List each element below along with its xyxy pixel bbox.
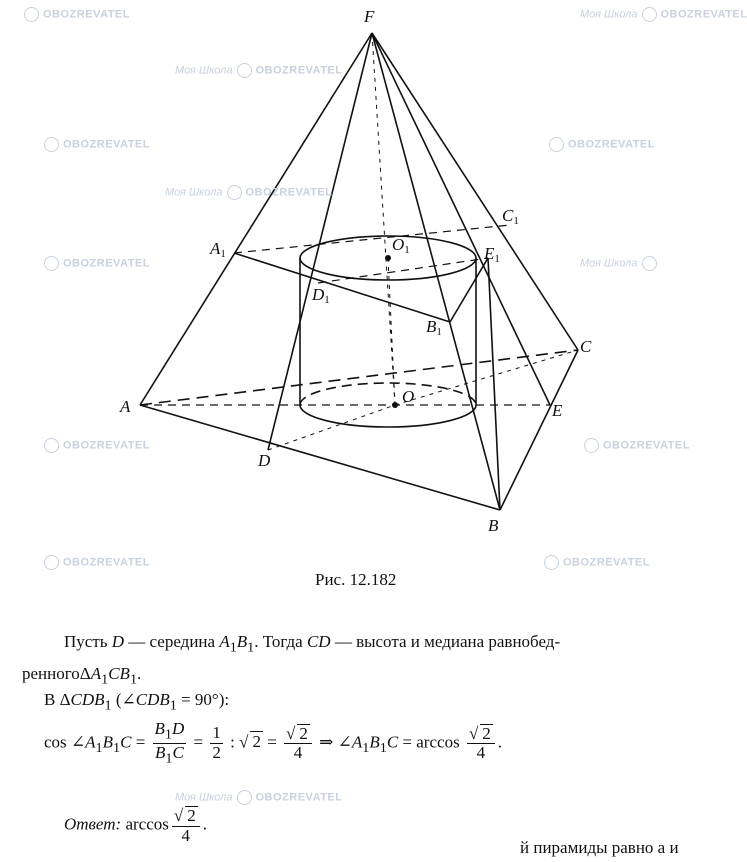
watermark-logo-icon xyxy=(44,137,59,152)
answer-line: Ответ: arccos $\frac{√ 2}{4}$ . xyxy=(64,806,207,845)
watermark: OBOZREVATEL xyxy=(40,438,150,453)
label-F: F xyxy=(364,7,375,26)
label-C: C xyxy=(580,337,592,356)
watermark-logo-icon xyxy=(642,7,657,22)
edge-FE xyxy=(372,33,550,405)
watermark: OBOZREVATEL xyxy=(40,137,150,152)
axis-FO xyxy=(372,33,395,405)
watermark-logo-icon xyxy=(549,137,564,152)
fraction-1-2: $\frac{1}{2}$ xyxy=(212,723,221,762)
edge-BC xyxy=(500,350,578,510)
cylinder-bottom-back xyxy=(300,383,476,405)
edge-FC xyxy=(372,33,578,350)
watermark: OBOZREVATEL xyxy=(540,555,650,570)
label-C1: $C_1$ xyxy=(502,206,519,227)
point-O1 xyxy=(385,255,391,261)
formula-line: $\cos \angle A_1B_1C$ = $\frac{B_1D}{B_1C}$ = $\frac{1}{2}$ : √ 2 = $\frac{√ 2}{4}$ ⇒ $\angle A_1B_1C = \arccos$ $\frac{√ 2}{4}$ . xyxy=(44,719,503,767)
label-O1: $O_1$ xyxy=(392,235,410,256)
watermark: OBOZREVATEL xyxy=(40,256,150,271)
segment-OC xyxy=(395,350,578,405)
watermark-logo-icon xyxy=(642,256,657,271)
label-E1: $E_1$ xyxy=(484,244,500,265)
answer-label: Ответ: xyxy=(64,814,122,834)
fraction-sqrt2-4-result: $\frac{√ 2}{4}$ xyxy=(467,724,495,763)
edge-A1B1 xyxy=(234,253,450,322)
label-B1: $B_1$ xyxy=(426,317,442,338)
watermark: Моя Школа OBOZREVATEL xyxy=(580,8,747,21)
watermark-logo-icon xyxy=(544,555,559,570)
fraction-sqrt2-4: $\frac{√ 2}{4}$ xyxy=(284,724,312,763)
text-line-2: $ренного\Delta A_1CB_1$. xyxy=(22,664,142,688)
footer-fragment: й пирамиды равно a и xyxy=(520,838,679,857)
label-A: A xyxy=(120,397,131,416)
watermark-logo-icon xyxy=(24,7,39,22)
label-A1: $A_1$ xyxy=(210,239,226,260)
watermark-logo-icon xyxy=(584,438,599,453)
label-O: O xyxy=(402,387,415,406)
text-line-1: Пусть D — середина $A_1B_1$. Тогда CD — высота и медиана равнобед- xyxy=(64,632,561,656)
edge-FD xyxy=(268,33,372,450)
fraction-B1D-B1C: $\frac{B_1D}{B_1C}$ xyxy=(154,719,185,767)
watermark: Моя Школа OBOZREVATEL xyxy=(165,186,333,199)
label-D: D xyxy=(258,451,271,470)
watermark-logo-icon xyxy=(44,438,59,453)
watermark: OBOZREVATEL xyxy=(20,7,130,22)
label-E: E xyxy=(552,401,563,420)
text-line-3: В $\Delta CDB_1$ $(\angle CDB_1 = 90^\circ)$: xyxy=(44,690,230,714)
figure-caption: Рис. 12.182 xyxy=(315,570,397,589)
edge-AC xyxy=(140,350,578,405)
watermark-logo-icon xyxy=(237,790,252,805)
watermark-logo-icon xyxy=(227,185,242,200)
label-D1: $D_1$ xyxy=(312,285,330,306)
watermark-logo-icon xyxy=(237,63,252,78)
watermark: OBOZREVATEL xyxy=(545,137,655,152)
cylinder-bottom-front xyxy=(300,405,476,427)
watermark: Моя Школа OBOZREVATEL xyxy=(175,64,343,77)
point-O xyxy=(392,402,398,408)
watermark: Моя Школа OBOZREVATEL xyxy=(175,791,343,804)
watermark: Моя Школа xyxy=(580,256,661,271)
label-B: B xyxy=(488,516,499,535)
watermark: OBOZREVATEL xyxy=(580,438,690,453)
watermark-logo-icon xyxy=(44,256,59,271)
watermark-logo-icon xyxy=(44,555,59,570)
answer-fraction: $\frac{√ 2}{4}$ xyxy=(172,806,200,845)
edge-FA xyxy=(140,33,372,405)
watermark: OBOZREVATEL xyxy=(40,555,150,570)
